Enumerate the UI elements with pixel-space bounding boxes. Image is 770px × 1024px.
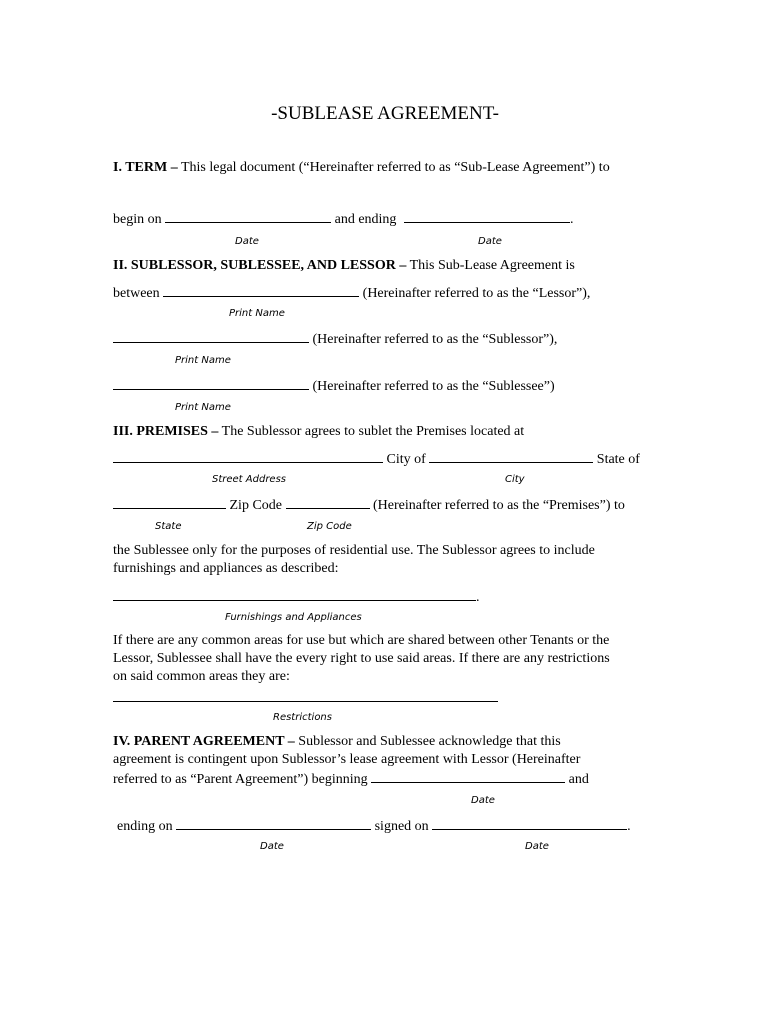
use-line-1: the Sublessee only for the purposes of residential use. The Sublessor agrees to include: [113, 543, 595, 558]
restrictions-caption: Restrictions: [273, 712, 332, 723]
state-field[interactable]: [113, 496, 226, 509]
begin-date-field[interactable]: [165, 210, 331, 223]
sublessor-text: (Hereinafter referred to as the “Sublessor”),: [312, 332, 558, 347]
furnishings-line: [113, 588, 480, 606]
zip-code-label: Zip Code: [229, 498, 282, 513]
state-zip-line: [113, 496, 625, 514]
common-line-3: on said common areas they are:: [113, 669, 290, 684]
zip-code-field[interactable]: [286, 496, 370, 509]
term-heading: I. TERM –: [113, 160, 178, 175]
parent-begin-date-caption: Date: [471, 795, 495, 806]
parties-text: This Sub-Lease Agreement is: [406, 258, 575, 273]
city-field[interactable]: [429, 450, 593, 463]
begin-on-label: begin on: [113, 212, 162, 227]
use-line-2: furnishings and appliances as described:: [113, 561, 339, 576]
lessor-line: [113, 284, 590, 302]
sublessor-name-field[interactable]: [113, 330, 309, 343]
parent-period: .: [627, 819, 631, 834]
address-line: [113, 450, 640, 468]
end-date-caption: Date: [478, 236, 502, 247]
zip-code-caption: Zip Code: [307, 521, 352, 532]
common-line-2: Lessor, Sublessee shall have the every right to use said areas. If there are any restrictions: [113, 651, 610, 666]
term-intro-line: [113, 160, 610, 176]
premises-text: The Sublessor agrees to sublet the Premises located at: [218, 424, 525, 439]
ending-on-label: ending on: [117, 819, 173, 834]
city-caption: City: [505, 474, 525, 485]
begin-date-caption: Date: [235, 236, 259, 247]
furnishings-period: .: [476, 590, 480, 605]
sublessee-text: (Hereinafter referred to as the “Sublessee”): [312, 379, 555, 394]
sublessee-print-name-caption: Print Name: [175, 402, 231, 413]
premises-ref-text: (Hereinafter referred to as the “Premises”) to: [373, 498, 625, 513]
parent-heading: IV. PARENT AGREEMENT –: [113, 734, 295, 749]
parent-end-date-caption: Date: [260, 841, 284, 852]
parties-heading: II. SUBLESSOR, SUBLESSEE, AND LESSOR –: [113, 258, 407, 273]
and-ending-label: and ending: [334, 212, 397, 227]
parent-ending-line: [117, 817, 631, 835]
sublessee-name-field[interactable]: [113, 377, 309, 390]
term-text: This legal document (“Hereinafter referred to as “Sub-Lease Agreement”) to: [177, 160, 610, 175]
parent-intro-line: [113, 734, 561, 750]
parent-beginning-text: referred to as “Parent Agreement”) beginning: [113, 772, 368, 787]
common-line-1: If there are any common areas for use but which are shared between other Tenants or the: [113, 633, 610, 648]
street-address-caption: Street Address: [212, 474, 287, 485]
lessor-print-name-caption: Print Name: [229, 308, 285, 319]
parent-begin-date-field[interactable]: [371, 770, 565, 783]
lessor-name-field[interactable]: [163, 284, 359, 297]
parent-end-date-field[interactable]: [176, 817, 371, 830]
parties-intro-line: [113, 258, 575, 274]
parent-and-label: and: [568, 772, 589, 787]
signed-on-date-field[interactable]: [432, 817, 627, 830]
document-title: -SUBLEASE AGREEMENT-: [271, 103, 499, 124]
end-date-field[interactable]: [404, 210, 570, 223]
premises-heading: III. PREMISES –: [113, 424, 219, 439]
street-address-field[interactable]: [113, 450, 383, 463]
term-period: .: [569, 212, 574, 227]
sublessor-line: [113, 330, 557, 348]
between-label: between: [113, 286, 160, 301]
signed-on-label: signed on: [374, 819, 429, 834]
lessor-text: (Hereinafter referred to as the “Lessor”),: [362, 286, 591, 301]
parent-text: Sublessor and Sublessee acknowledge that this: [294, 734, 561, 749]
parent-line-3: [113, 770, 589, 788]
sublessor-print-name-caption: Print Name: [175, 355, 231, 366]
signed-on-date-caption: Date: [525, 841, 549, 852]
sublessee-line: [113, 377, 555, 395]
restrictions-field[interactable]: [113, 701, 498, 702]
city-of-label: City of: [386, 452, 426, 467]
state-caption: State: [155, 521, 182, 532]
premises-intro-line: [113, 424, 524, 440]
parent-line-2: agreement is contingent upon Sublessor’s lease agreement with Lessor (Hereinafter: [113, 752, 581, 767]
state-of-label: State of: [596, 452, 640, 467]
furnishings-field[interactable]: [113, 588, 476, 601]
term-dates-line: [113, 210, 573, 228]
furnishings-caption: Furnishings and Appliances: [225, 612, 362, 623]
